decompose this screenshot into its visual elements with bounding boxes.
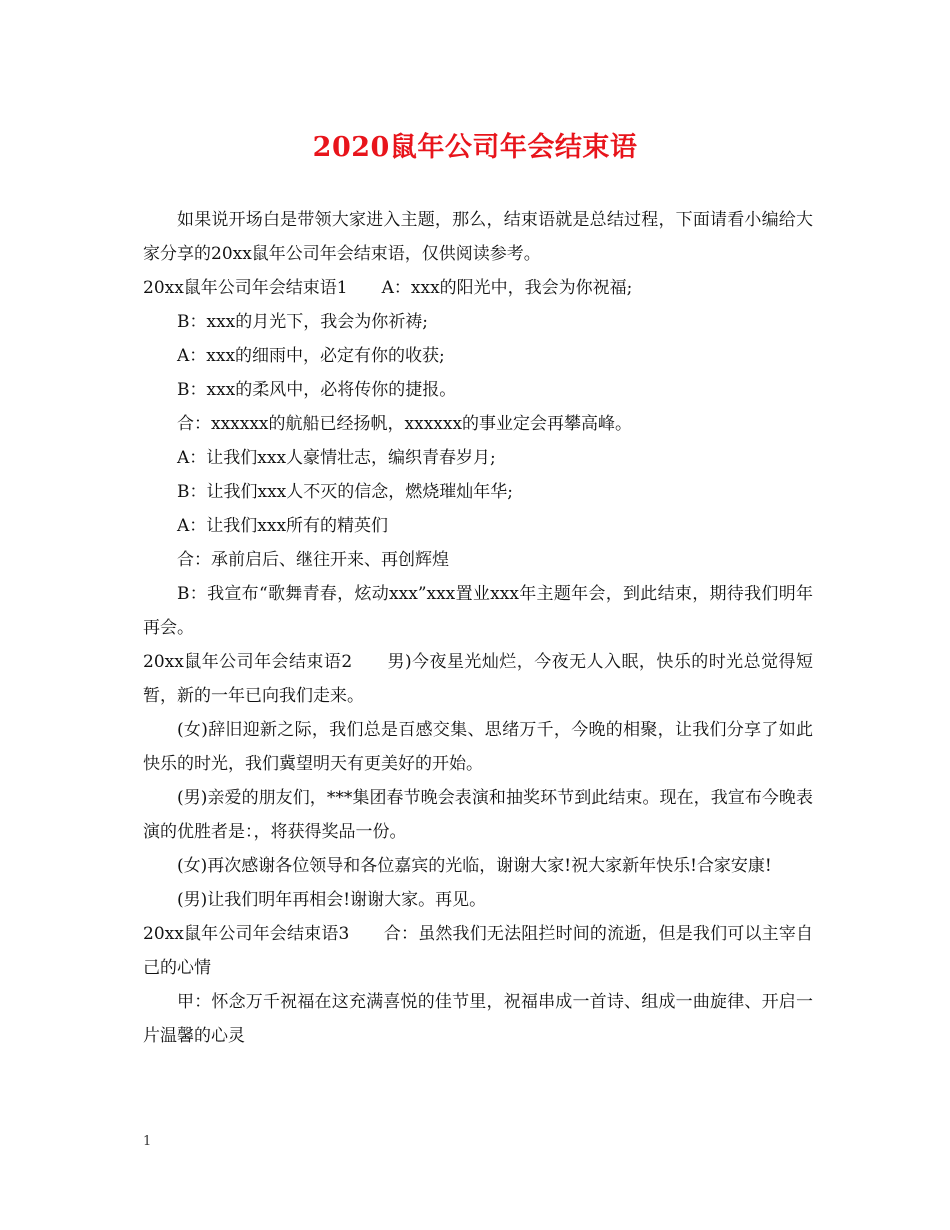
paragraph-section-heading: 20xx鼠年公司年会结束语3 合：虽然我们无法阻拦时间的流逝，但是我们可以主宰自己的心情 [143,924,813,978]
paragraph: 合：xxxxxx的航船已经扬帆，xxxxxx的事业定会再攀高峰。 [177,414,633,434]
document-body [143,203,813,1053]
paragraph: 如果说开场白是带领大家进入主题，那么，结束语就是总结过程，下面请看小编给大家分享的20xx鼠年公司年会结束语，仅供阅读参考。 [143,210,813,264]
paragraph-section-heading: 20xx鼠年公司年会结束语2 男)今夜星光灿烂，今夜无人入眠，快乐的时光总觉得短暂，新的一年已向我们走来。 [143,652,813,706]
paragraph: (女)辞旧迎新之际，我们总是百感交集、思绪万千，今晚的相聚，让我们分享了如此快乐的时光，我们冀望明天有更美好的开始。 [143,720,813,774]
paragraph: (女)再次感谢各位领导和各位嘉宾的光临，谢谢大家!祝大家新年快乐!合家安康! [177,856,772,876]
paragraph: (男)让我们明年再相会!谢谢大家。再见。 [177,890,487,910]
paragraph: A：xxx的细雨中，必定有你的收获; [177,346,445,366]
paragraph: 甲：怀念万千祝福在这充满喜悦的佳节里，祝福串成一首诗、组成一曲旋律、开启一片温馨的心灵 [143,992,813,1046]
paragraph: B：xxx的柔风中，必将传你的捷报。 [177,380,457,400]
document-title: 2020鼠年公司年会结束语 [312,132,638,163]
paragraph: B：我宣布“歌舞青春，炫动xxx”xxx置业xxx年主题年会，到此结束，期待我们明年再会。 [143,584,813,638]
paragraph-section-heading: 20xx鼠年公司年会结束语1 A：xxx的阳光中，我会为你祝福; [143,278,633,298]
paragraph: B：xxx的月光下，我会为你祈祷; [177,312,428,332]
paragraph: B：让我们xxx人不灭的信念，燃烧璀灿年华; [177,482,513,502]
page-number: 1 [143,1134,152,1149]
paragraph: 合：承前启后、继往开来、再创辉煌 [177,550,449,570]
paragraph: (男)亲爱的朋友们，***集团春节晚会表演和抽奖环节到此结束。现在，我宣布今晚表演的优胜者是：，将获得奖品一份。 [143,788,813,842]
paragraph: A：让我们xxx人豪情壮志，编织青春岁月; [177,448,496,468]
paragraph: A：让我们xxx所有的精英们 [177,516,389,536]
